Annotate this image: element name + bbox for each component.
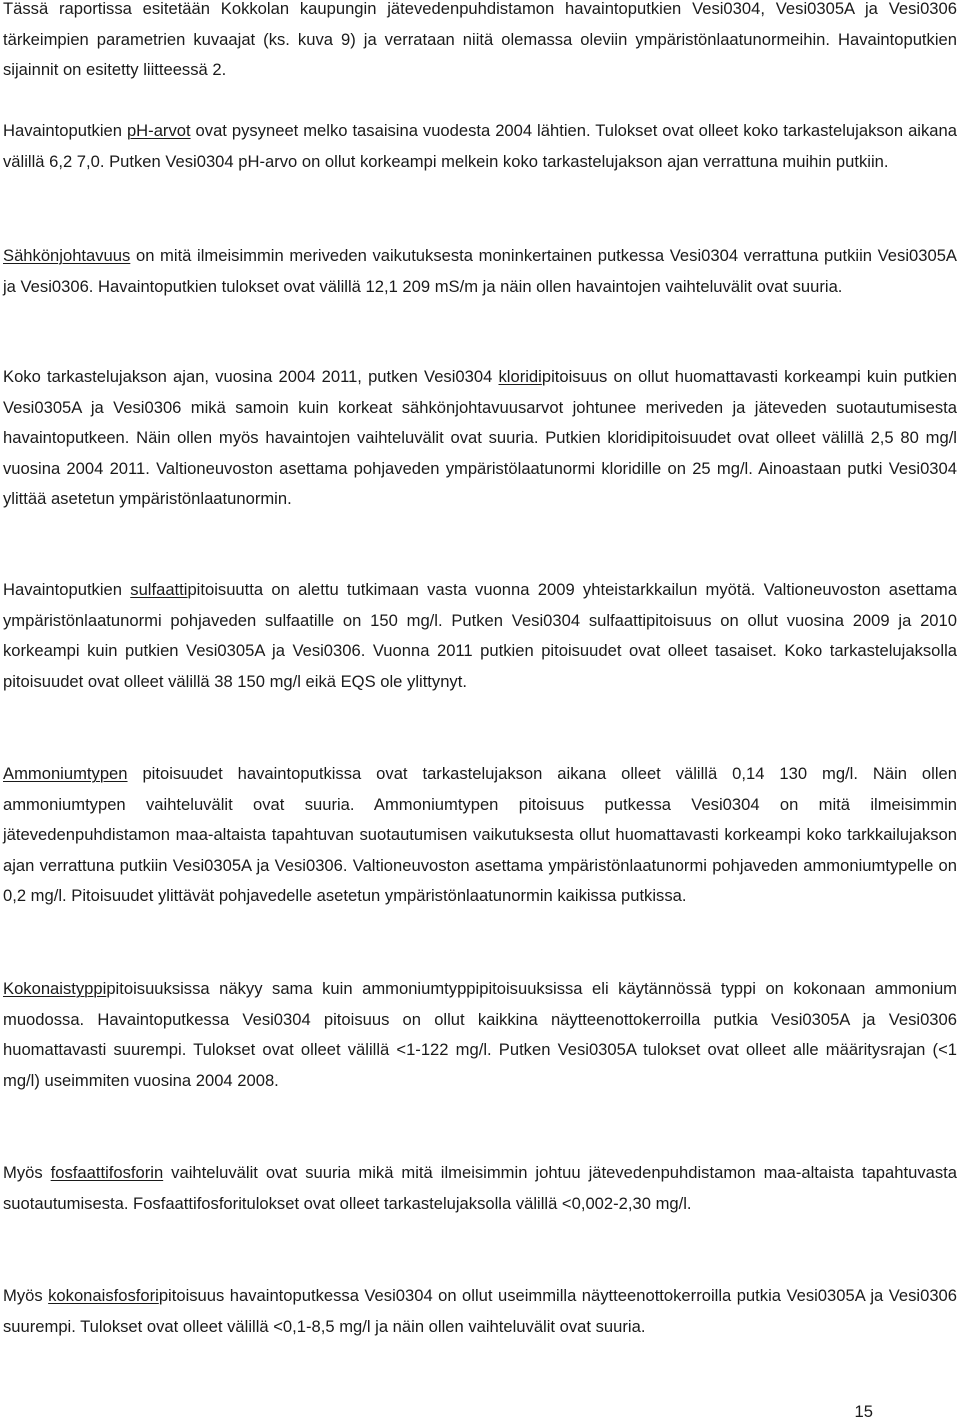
paragraph-intro xyxy=(3,0,957,86)
sulfate-text-body: pitoisuutta on alettu tutkimaan vasta vuonna 2009 yhteistarkkailun myötä. Valtioneuvoston asettama ympäristönlaatunormi pohjaveden sulfaatille on 150 mg/l. Putken Vesi0304 sulfaattipitoisuus on ollut vuosina 2009 ja 2010 korkeampi kuin putkien Vesi0305A ja Vesi0306. Vuonna 2011 putkien pitoisuudet ovat olleet tasaiset. Koko tarkastelujaksolla pitoisuudet ovat olleet välillä 38 150 mg/l eikä EQS ole ylittynyt. xyxy=(3,580,957,691)
ammonium-text-body: pitoisuudet havaintoputkissa ovat tarkastelujakson aikana olleet välillä 0,14 130 mg/l. Näin ollen ammoniumtypen vaihteluvälit ovat suuria. Ammoniumtypen pitoisuus putkessa Vesi0304 on mitä ilmeisimmin jätevedenpuhdistamon maa-altaista tapahtuvan suotautumisen vaikutuksesta ollut huomattavasti korkeampi koko tarkkailujakson ajan verrattuna putkiin Vesi0305A ja Vesi0306. Valtioneuvoston asettama ympäristönlaatunormi pohjaveden ammoniumtypelle on 0,2 mg/l. Pitoisuudet ylittävät pohjavedelle asetetun ympäristönlaatunormin kaikissa putkissa. xyxy=(3,764,957,906)
total-phosphorus-text-body: pitoisuus havaintoputkessa Vesi0304 on ollut useimmilla näytteenottokerroilla putkia Vesi0305A ja Vesi0306 suurempi. Tulokset ovat olleet välillä <0,1-8,5 mg/l ja näin ollen vaihteluvälit ovat suuria. xyxy=(3,1286,957,1336)
page-number: 15 xyxy=(854,1402,873,1421)
total-phosphorus-term: kokonaisfosfori xyxy=(48,1286,159,1305)
conductivity-term: Sähkönjohtavuus xyxy=(3,246,131,265)
total-nitrogen-text-body: pitoisuuksissa näkyy sama kuin ammoniumtyppipitoisuuksissa eli käytännössä typpi on kokonaan ammonium muodossa. Havaintoputkessa Vesi0304 pitoisuus on ollut kaikkina näytteenottokerroilla putkia Vesi0305A ja Vesi0306 huomattavasti suurempi. Tulokset ovat olleet välillä <1-122 mg/l. Putken Vesi0305A tulokset ovat olleet alle määritysrajan (<1 mg/l) useimmiten vuosina 2004 2008. xyxy=(3,979,957,1090)
ammonium-term: Ammoniumtypen xyxy=(3,764,128,783)
intro-text: Tässä raportissa esitetään Kokkolan kaupungin jätevedenpuhdistamon havaintoputkien Vesi0304, Vesi0305A ja Vesi0306 tärkeimpien parametrien kuvaajat (ks. kuva 9) ja verrataan niitä olemassa oleviin ympäristönlaatunormeihin. Havaintoputkien sijainnit on esitetty liitteessä 2. xyxy=(3,0,957,80)
chloride-term: kloridi xyxy=(498,367,542,386)
paragraph-conductivity xyxy=(3,241,957,302)
conductivity-text-body: on mitä ilmeisimmin meriveden vaikutuksesta moninkertainen putkessa Vesi0304 verrattuna putkiin Vesi0305A ja Vesi0306. Havaintoputkien tulokset ovat välillä 12,1 209 mS/m ja näin ollen havaintojen vaihteluvälit ovat suuria. xyxy=(3,246,957,296)
phosphate-term: fosfaattifosforin xyxy=(50,1163,164,1182)
paragraph-phosphate xyxy=(3,1158,957,1219)
paragraph-total-nitrogen xyxy=(3,974,957,1096)
ph-term: pH-arvot xyxy=(126,121,191,140)
chloride-text-body: pitoisuus on ollut huomattavasti korkeampi kuin putkien Vesi0305A ja Vesi0306 mikä samoin kuin korkeat sähkönjohtavuusarvot johtunee meriveden ja jäteveden suotautumisesta havaintoputkeen. Näin ollen myös havaintojen vaihteluvälit ovat suuria. Putkien kloridipitoisuudet ovat olleet välillä 2,5 80 mg/l vuosina 2004 2011. Valtioneuvoston asettama pohjaveden ympäristölaatunormi kloridille on 25 mg/l. Ainoastaan putki Vesi0304 ylittää asetetun ympäristönlaatunormin. xyxy=(3,367,957,509)
phosphate-text-body: vaihteluvälit ovat suuria mikä mitä ilmeisimmin johtuu jätevedenpuhdistamon maa-altaista tapahtuvasta suotautumisesta. Fosfaattifosforitulokset ovat olleet tarkastelujaksolla välillä <0,002-2,30 mg/l. xyxy=(3,1163,957,1213)
ph-text-body: ovat pysyneet melko tasaisina vuodesta 2004 lähtien. Tulokset ovat olleet koko tarkastelujakson aikana välillä 6,2 7,0. Putken Vesi0304 pH-arvo on ollut korkeampi melkein koko tarkastelujakson ajan verrattuna muihin putkiin. xyxy=(3,121,957,171)
total-nitrogen-term: Kokonaistyppi xyxy=(3,979,107,998)
paragraph-chloride xyxy=(3,362,957,515)
sulfate-term: sulfaatti xyxy=(130,580,188,599)
paragraph-total-phosphorus xyxy=(3,1281,957,1342)
phosphate-text-lead: Myös xyxy=(3,1163,51,1182)
paragraph-ph xyxy=(3,116,957,177)
ph-text-lead: Havaintoputkien xyxy=(3,121,127,140)
sulfate-text-lead: Havaintoputkien xyxy=(3,580,131,599)
chloride-text-lead: Koko tarkastelujakson ajan, vuosina 2004 2011, putken Vesi0304 xyxy=(3,367,499,386)
total-phosphorus-text-lead: Myös xyxy=(3,1286,49,1305)
paragraph-sulfate xyxy=(3,575,957,697)
paragraph-ammonium xyxy=(3,759,957,912)
